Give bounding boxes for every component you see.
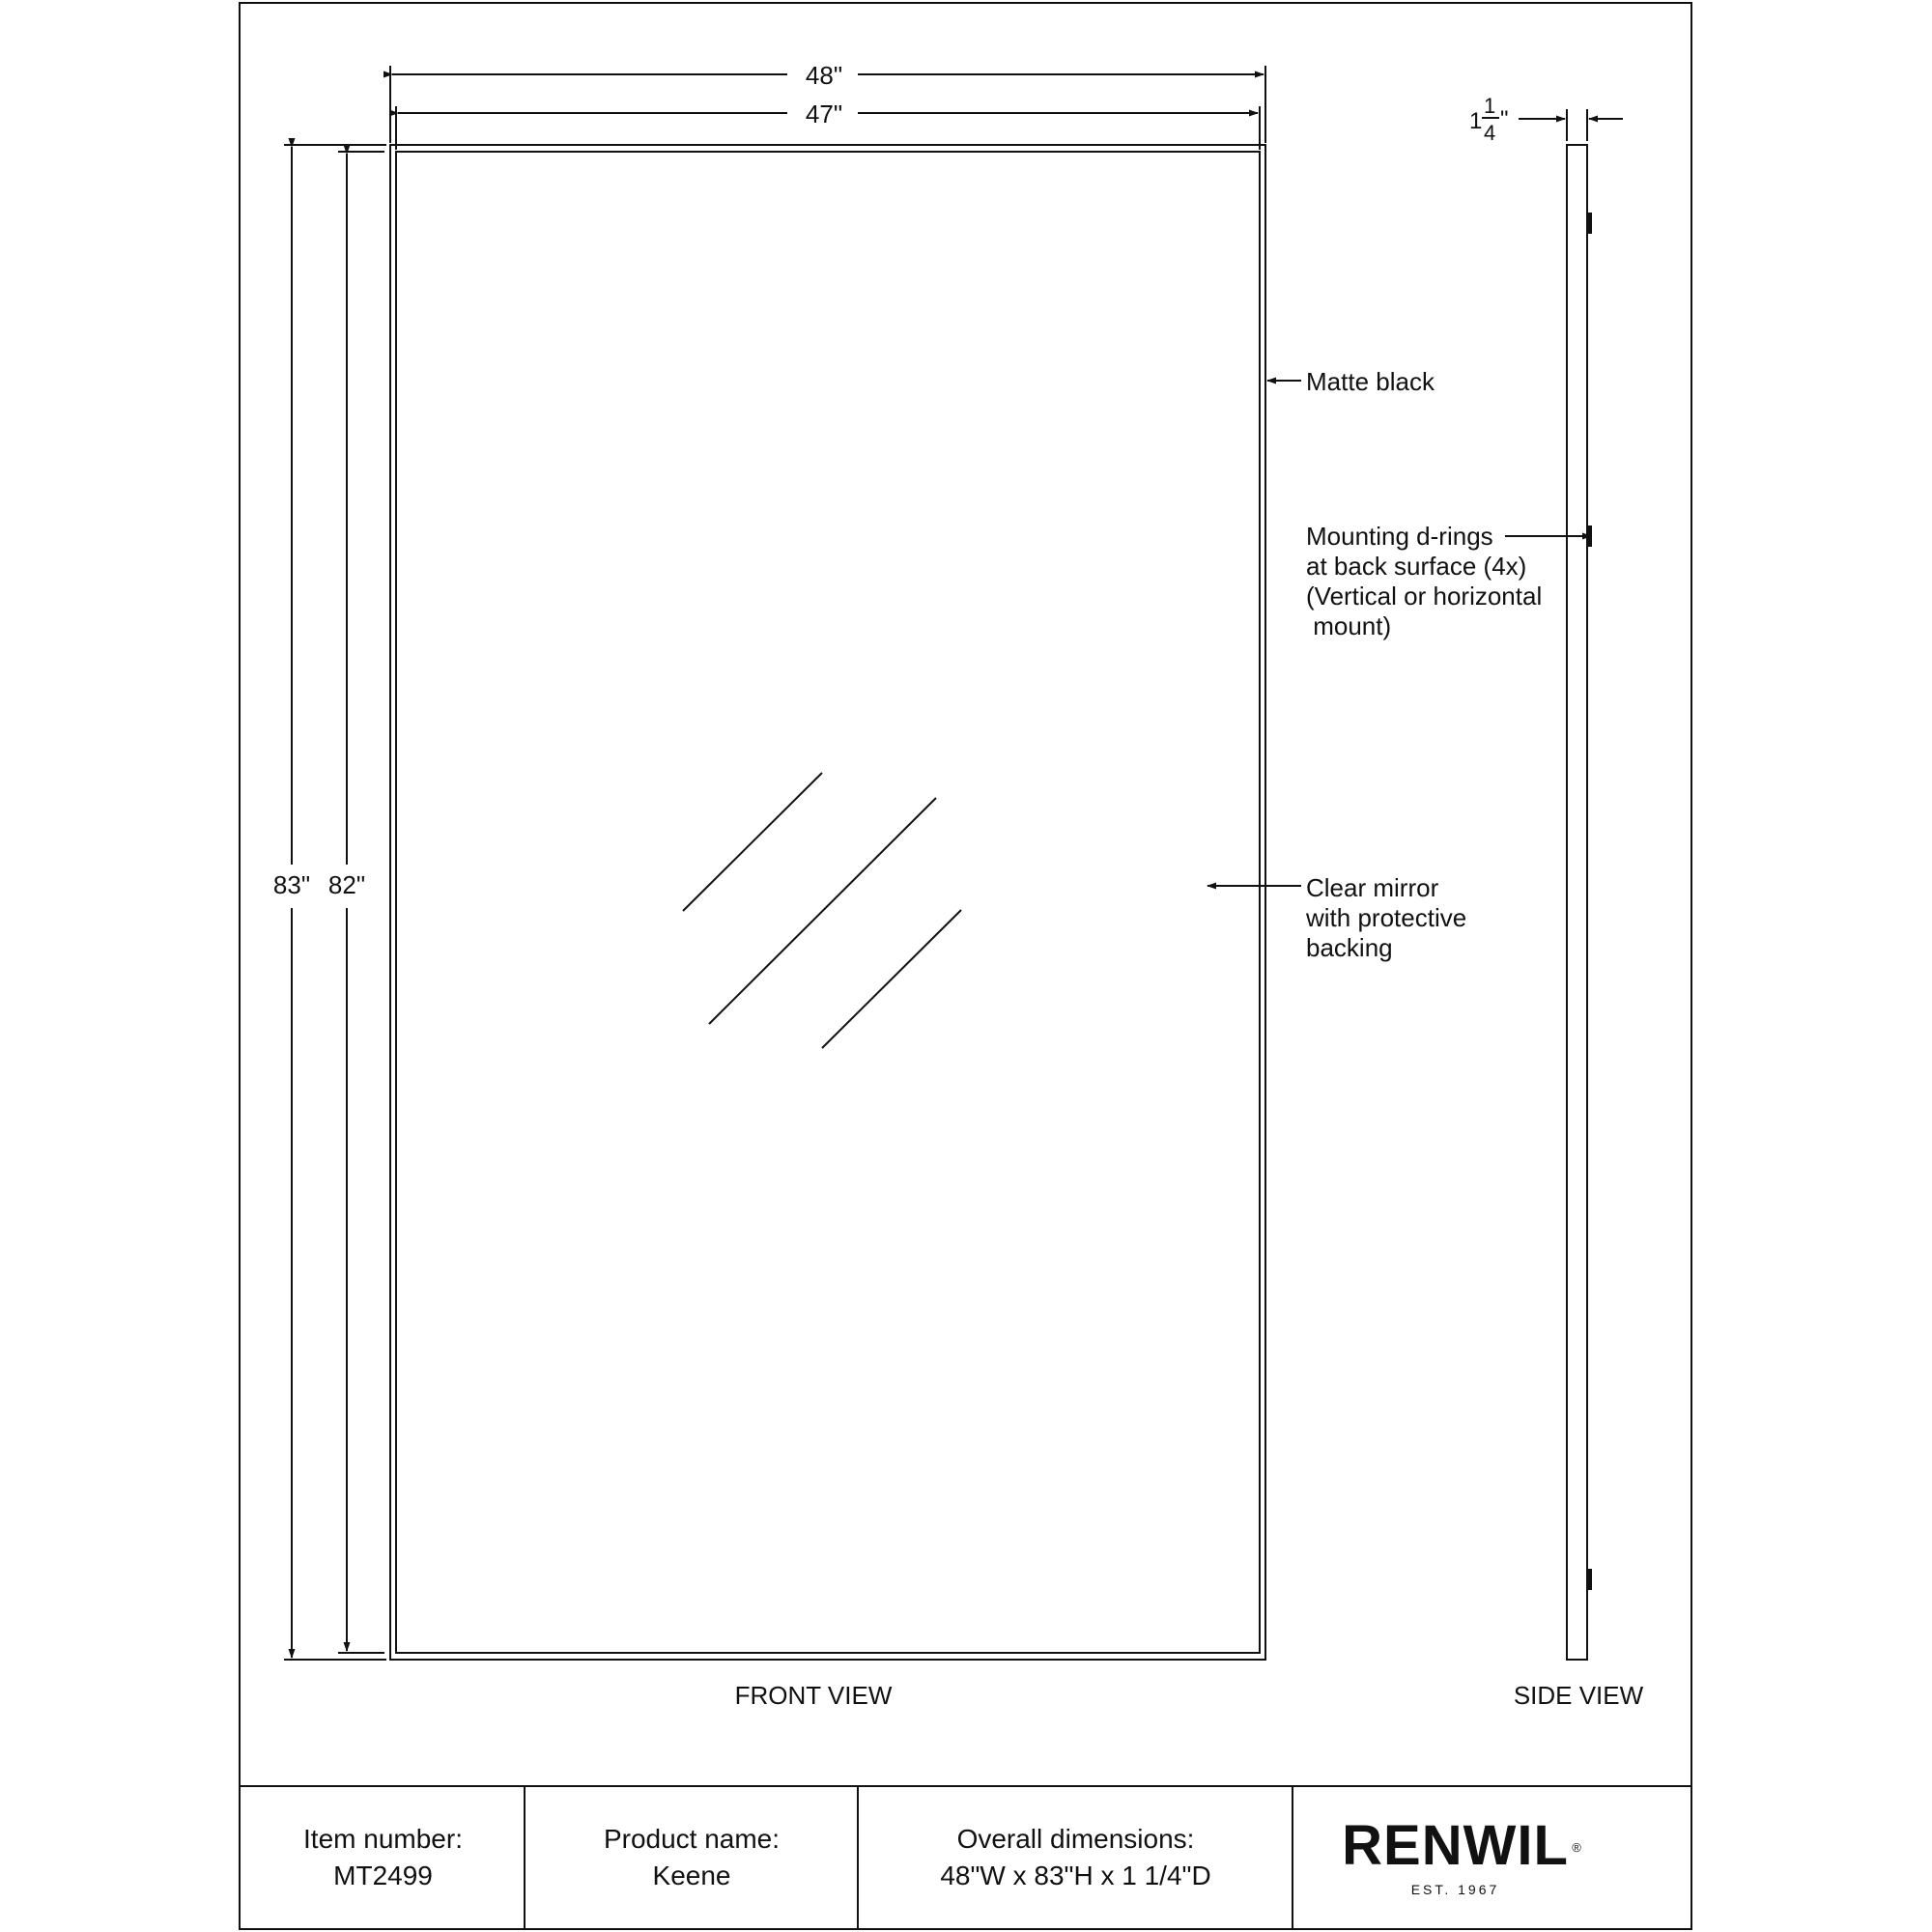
dim-label-outer-width: 48" <box>805 61 843 90</box>
reflection-line <box>683 773 822 911</box>
reflection-line <box>822 910 961 1048</box>
dim-label-outer-height: 83" <box>272 870 311 899</box>
brand-name-text: RENWIL <box>1342 1814 1569 1877</box>
callout-frame-line: Matte black <box>1306 367 1435 396</box>
callout-frame <box>1306 367 1435 396</box>
depth-numerator: 1 <box>1484 94 1496 118</box>
sheet-border <box>240 3 1691 1929</box>
item-number-value: MT2499 <box>333 1861 433 1890</box>
mirror-inner-glass <box>396 152 1260 1653</box>
depth-whole: 1 <box>1469 108 1483 134</box>
registered-mark: ® <box>1572 1840 1582 1855</box>
brand-name <box>1342 1814 1582 1877</box>
d-ring <box>1587 213 1591 233</box>
mirror-outer-frame <box>390 145 1265 1660</box>
product-name-cell <box>526 1786 858 1929</box>
dim-label-inner-width: 47" <box>805 99 843 128</box>
front-view-caption: FRONT VIEW <box>734 1681 893 1710</box>
side-view-caption: SIDE VIEW <box>1513 1681 1644 1710</box>
item-number-cell <box>242 1786 525 1929</box>
brand-logo <box>1294 1786 1616 1929</box>
d-ring <box>1587 1570 1591 1589</box>
callout-glass <box>1305 873 1473 962</box>
callout-mount <box>1306 522 1548 640</box>
product-name-label: Product name: <box>603 1824 781 1854</box>
overall-dimensions-label: Overall dimensions: <box>956 1824 1195 1854</box>
callout-mount-line: Mounting d-rings <box>1306 522 1493 551</box>
dim-label-inner-height: 82" <box>327 870 366 899</box>
overall-dimensions-cell <box>859 1786 1293 1929</box>
overall-dimensions-value: 48"W x 83"H x 1 1/4"D <box>940 1861 1211 1890</box>
product-name-value: Keene <box>652 1861 731 1890</box>
reflection-line <box>709 798 936 1024</box>
callout-glass-line: backing <box>1306 933 1393 962</box>
side-view-profile <box>1567 145 1587 1660</box>
item-number-label: Item number: <box>303 1824 463 1854</box>
brand-established: EST. 1967 <box>1410 1882 1500 1897</box>
depth-denominator: 4 <box>1484 121 1496 145</box>
callout-mount-line: at back surface (4x) <box>1306 552 1527 581</box>
callout-mount-line: mount) <box>1306 611 1392 640</box>
callout-mount-line: (Vertical or horizontal <box>1306 582 1543 611</box>
callout-glass-line: Clear mirror <box>1306 873 1439 902</box>
callout-glass-line: with protective <box>1306 903 1467 932</box>
depth-unit: " <box>1500 106 1509 132</box>
